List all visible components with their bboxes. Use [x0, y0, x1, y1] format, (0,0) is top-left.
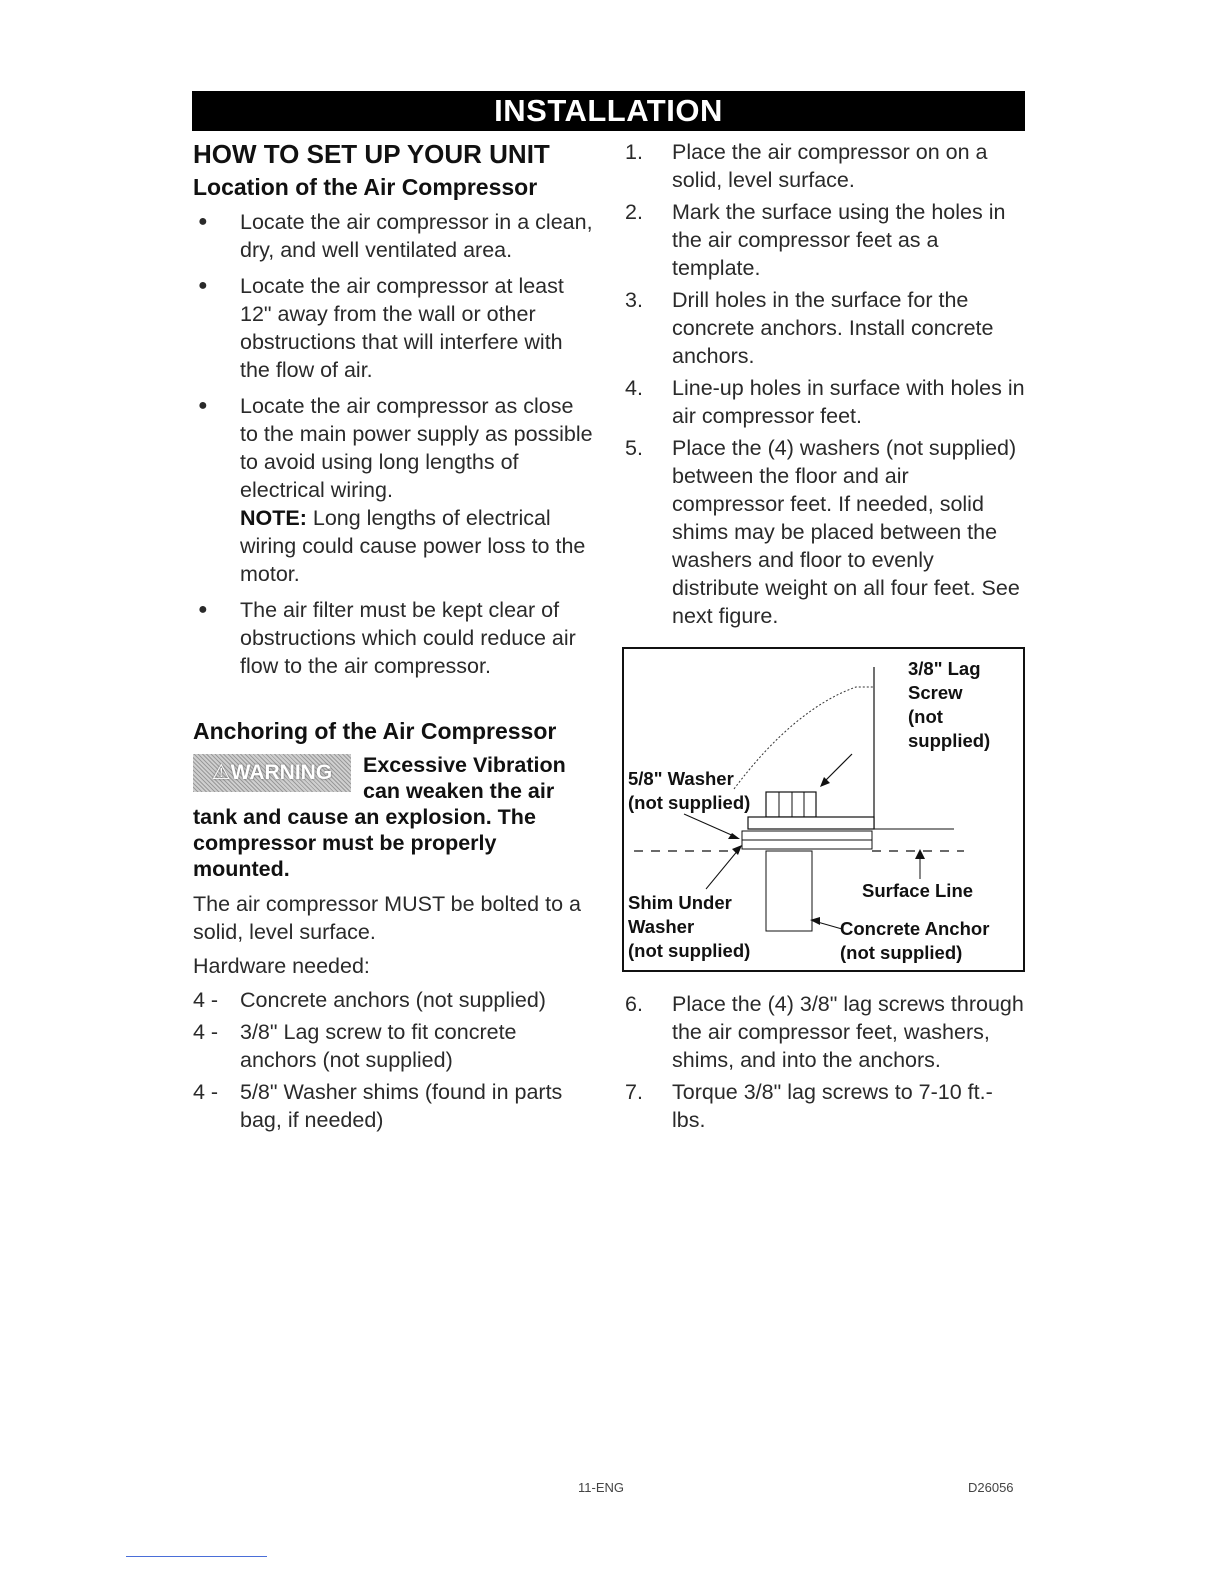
- page-number: 11-ENG: [578, 1480, 624, 1495]
- anchoring-figure: [622, 647, 1025, 972]
- list-item: 5. Place the (4) washers (not supplied) between the floor and air compressor feet. If needed, solid shims may be placed between the washers and floor to evenly distribute weight on all four feet. See next figure.: [625, 436, 1020, 628]
- warning-badge: ⚠WARNING: [193, 754, 351, 792]
- warning-text: Excessive Vibration can weaken the air tank and cause an explosion. The compressor must be properly mounted.: [193, 753, 566, 881]
- shim-label: Shim Under Washer (not supplied): [628, 892, 751, 961]
- bullet-icon: ●: [198, 601, 208, 618]
- note-label: NOTE:: [240, 506, 307, 530]
- concrete-anchor-label: Concrete Anchor (not supplied): [840, 918, 990, 963]
- link-underline: [126, 1556, 267, 1557]
- steps-list-b: [625, 990, 1025, 1134]
- list-item: 7. Torque 3/8" lag screws to 7-10 ft.-lbs.: [625, 1080, 993, 1132]
- list-item: 4 - 3/8" Lag screw to fit concrete anchors (not supplied): [193, 1020, 517, 1072]
- note-text: Long lengths of electrical wiring could cause power loss to the motor.: [240, 506, 586, 586]
- list-item: 4. Line-up holes in surface with holes in air compressor feet.: [625, 376, 1025, 428]
- location-bullets: [193, 208, 593, 680]
- list-item: ● Locate the air compressor in a clean, dry, and well ventilated area.: [198, 210, 593, 262]
- lag-screw-label: 3/8" Lag Screw (not supplied): [908, 658, 991, 751]
- surface-line-label: Surface Line: [862, 880, 974, 901]
- list-item: ● Locate the air compressor at least 12" away from the wall or other obstructions that will interfere with the flow of air.: [198, 274, 564, 382]
- list-item: 2. Mark the surface using the holes in the air compressor feet as a template.: [625, 200, 1006, 280]
- warning-block: [193, 752, 593, 882]
- bullet-icon: ●: [198, 397, 208, 414]
- section-banner: INSTALLATION: [192, 91, 1025, 131]
- location-heading: Location of the Air Compressor: [193, 174, 538, 200]
- document-code: D26056: [968, 1480, 1014, 1495]
- list-item: 1. Place the air compressor on on a solid, level surface.: [625, 140, 988, 192]
- hardware-list: [193, 986, 593, 1134]
- setup-heading: HOW TO SET UP YOUR UNIT: [193, 139, 550, 169]
- anchoring-heading: Anchoring of the Air Compressor: [193, 718, 557, 744]
- right-column: [625, 138, 1025, 634]
- list-item: 6. Place the (4) 3/8" lag screws through the air compressor feet, washers, shims, and into the anchors.: [625, 992, 1024, 1072]
- bullet-icon: ●: [198, 213, 208, 230]
- right-column-lower: [625, 990, 1025, 1138]
- list-item: 3. Drill holes in the surface for the concrete anchors. Install concrete anchors.: [625, 288, 994, 368]
- list-item: 4 - 5/8" Washer shims (found in parts bag, if needed): [193, 1080, 563, 1132]
- hardware-label: Hardware needed:: [193, 954, 370, 978]
- list-item: 4 - Concrete anchors (not supplied): [193, 988, 546, 1012]
- list-item: ● Locate the air compressor as close to the main power supply as possible to avoid using long lengths of electrical wiring. NOTE: Long lengths of electrical wiring could cause power loss to the motor.: [198, 394, 593, 586]
- left-column: [193, 138, 593, 1138]
- washer-label: 5/8" Washer (not supplied): [628, 768, 751, 813]
- list-item: ● The air filter must be kept clear of obstructions which could reduce air flow to the air compressor.: [198, 598, 576, 678]
- steps-list-a: [625, 138, 1025, 630]
- must-bolt-text: The air compressor MUST be bolted to a solid, level surface.: [193, 892, 581, 944]
- bullet-icon: ●: [198, 277, 208, 294]
